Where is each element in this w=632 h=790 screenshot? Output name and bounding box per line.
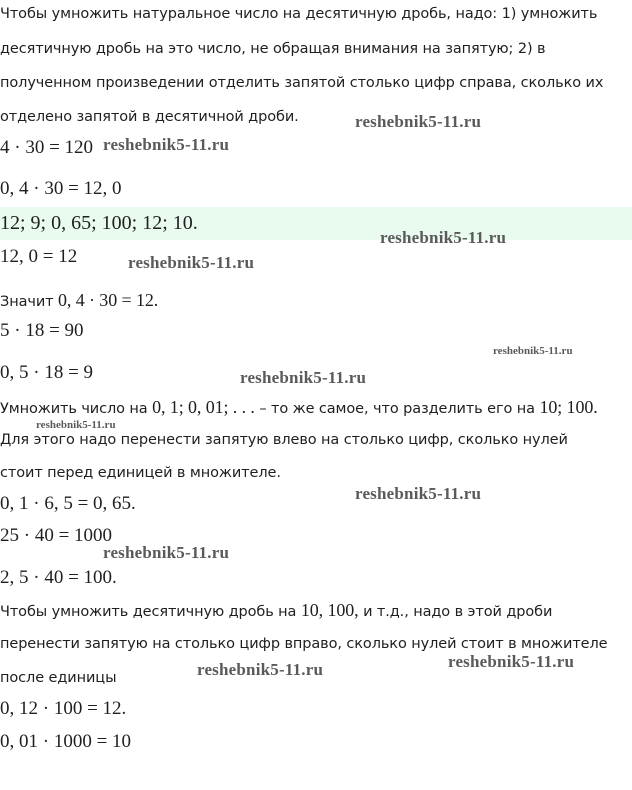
- watermark: reshebnik5-11.ru: [380, 228, 507, 247]
- equation-5: 0, 5 · 18 = 9: [0, 362, 94, 383]
- equation-4: 5 · 18 = 90: [0, 320, 84, 341]
- equation-1: 4 · 30 = 120: [0, 137, 94, 158]
- rule1-line3: полученном произведении отделить запятой столько цифр справа, сколько их: [0, 75, 604, 91]
- watermark: reshebnik5-11.ru: [103, 135, 230, 154]
- rule3-text-a: Чтобы умножить десятичную дробь на: [0, 604, 301, 620]
- answers-highlight: 12; 9; 0, 65; 100; 12; 10.: [0, 212, 198, 234]
- equation-8: 2, 5 · 40 = 100.: [0, 567, 117, 588]
- conclusion-line: [0, 290, 158, 312]
- rule2-line1: [0, 397, 598, 419]
- rule2-text-a: Умножить число на: [0, 401, 153, 417]
- equation-9: 0, 12 · 100 = 12.: [0, 698, 127, 719]
- equation-6: 0, 1 · 6, 5 = 0, 65.: [0, 493, 136, 514]
- equation-10: 0, 01 · 1000 = 10: [0, 731, 132, 752]
- rule1-line1: Чтобы умножить натуральное число на десятичную дробь, надо: 1) умножить: [0, 6, 598, 22]
- conclusion-prefix: Значит: [0, 294, 59, 310]
- watermark: reshebnik5-11.ru: [197, 660, 324, 679]
- rule2-math-a: 0, 1; 0, 01; . . .: [152, 397, 255, 417]
- equation-2: 0, 4 · 30 = 12, 0: [0, 178, 122, 199]
- watermark: reshebnik5-11.ru: [493, 345, 573, 357]
- rule2-text-b: – то же самое, что разделить его на: [254, 401, 540, 417]
- watermark: reshebnik5-11.ru: [355, 112, 482, 131]
- watermark: reshebnik5-11.ru: [448, 652, 575, 671]
- rule1-line4: отделено запятой в десятичной дроби.: [0, 109, 299, 125]
- watermark: reshebnik5-11.ru: [103, 543, 230, 562]
- rule3-math: 10, 100,: [300, 600, 359, 620]
- rule2-math-b: 10; 100.: [539, 397, 598, 417]
- watermark: reshebnik5-11.ru: [355, 484, 482, 503]
- watermark: reshebnik5-11.ru: [36, 419, 116, 431]
- equation-7: 25 · 40 = 1000: [0, 525, 113, 546]
- rule1-line2: десятичную дробь на это число, не обращая внимания на запятую; 2) в: [0, 41, 546, 57]
- rule2-line2: Для этого надо перенести запятую влево на столько цифр, сколько нулей: [0, 432, 568, 448]
- conclusion-math: 0, 4 · 30 = 12.: [58, 290, 159, 310]
- rule2-line3: стоит перед единицей в множителе.: [0, 465, 281, 481]
- rule3-line2: перенести запятую на столько цифр вправо, сколько нулей стоит в множителе: [0, 636, 608, 652]
- equation-3: 12, 0 = 12: [0, 246, 78, 267]
- watermark: reshebnik5-11.ru: [240, 368, 367, 387]
- rule3-text-b: и т.д., надо в этой дроби: [358, 604, 553, 620]
- rule3-line3: после единицы: [0, 670, 117, 686]
- rule3-line1: [0, 600, 552, 622]
- watermark: reshebnik5-11.ru: [128, 253, 255, 272]
